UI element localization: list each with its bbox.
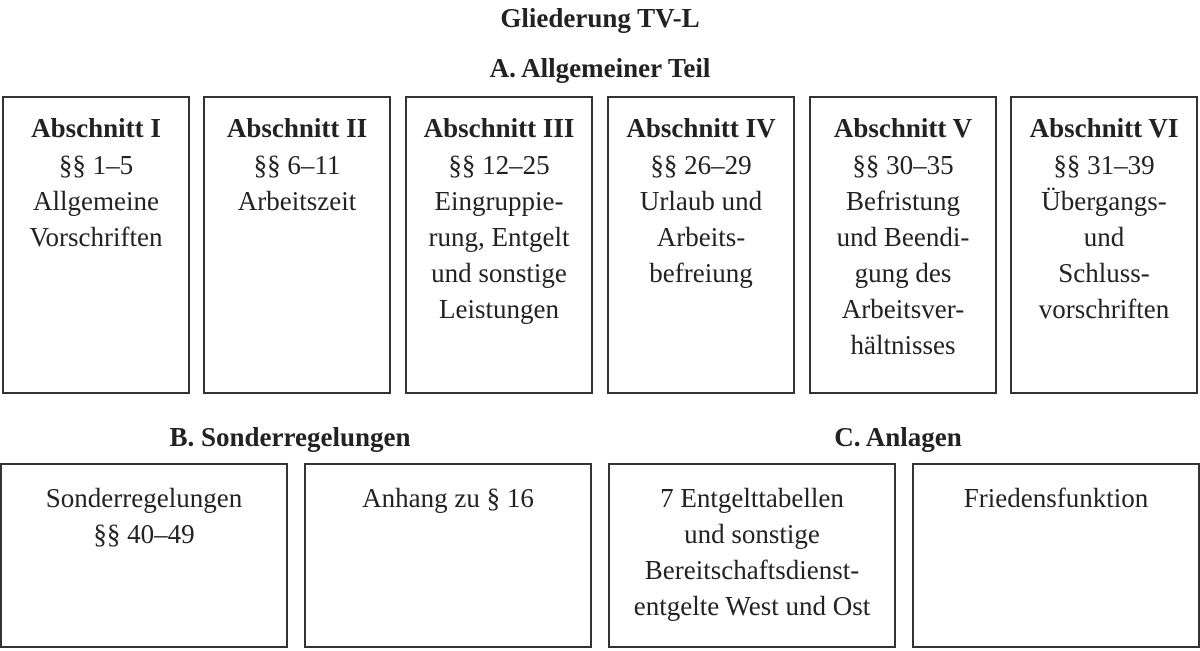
section-line: Arbeitsver- [841, 294, 965, 324]
part-b-title: B. Sonderregelungen [169, 422, 411, 452]
section-line: gung des [854, 258, 952, 288]
entgelttabellen-box [608, 463, 896, 648]
section-line: Befristung [846, 186, 960, 216]
diagram-title: Gliederung TV-L [500, 3, 700, 33]
box-line: entgelte West und Ost [633, 591, 871, 621]
part-a-title: A. Allgemeiner Teil [489, 53, 711, 83]
section-heading: Abschnitt III [423, 113, 575, 143]
section-box [1010, 96, 1198, 394]
section-heading: Abschnitt I [31, 113, 161, 143]
section-line: Allgemeine [33, 186, 159, 216]
section-line: Eingruppie- [434, 186, 564, 216]
section-line: Leistungen [439, 294, 559, 324]
section-line: und Beendi- [836, 222, 970, 252]
section-line: und [1083, 222, 1125, 252]
section-line: Arbeits- [656, 222, 746, 252]
section-box [809, 96, 997, 394]
box-line: Friedensfunktion [963, 483, 1149, 513]
section-line: §§ 12–25 [448, 150, 550, 180]
section-heading: Abschnitt II [226, 113, 368, 143]
box-line: §§ 40–49 [93, 519, 195, 549]
box-line: Anhang zu § 16 [362, 483, 534, 513]
section-box [203, 96, 391, 394]
section-line: §§ 30–35 [852, 150, 954, 180]
section-heading: Abschnitt V [833, 113, 973, 143]
section-line: rung, Entgelt [428, 222, 570, 252]
anhang-box [304, 463, 592, 648]
section-heading: Abschnitt IV [626, 113, 776, 143]
section-line: und sonstige [431, 258, 567, 288]
box-line: und sonstige [684, 519, 820, 549]
section-line: §§ 26–29 [650, 150, 752, 180]
friedensfunktion-box [912, 463, 1200, 648]
box-line: Sonderregelungen [45, 483, 243, 513]
section-line: Urlaub und [639, 186, 763, 216]
section-heading: Abschnitt VI [1029, 113, 1179, 143]
sonderregelungen-box [0, 463, 288, 648]
section-line: befreiung [649, 258, 753, 288]
box-line: Bereitschaftsdienst- [644, 555, 860, 585]
section-line: §§ 1–5 [58, 150, 134, 180]
section-line: §§ 31–39 [1053, 150, 1155, 180]
section-line: §§ 6–11 [253, 150, 341, 180]
section-line: Schluss- [1058, 258, 1150, 288]
section-box [607, 96, 795, 394]
part-c-title: C. Anlagen [834, 422, 962, 452]
section-box [405, 96, 593, 394]
section-line: Arbeitszeit [237, 186, 357, 216]
section-line: hältnisses [850, 330, 956, 360]
section-line: Vorschriften [29, 222, 163, 252]
box-line: 7 Entgelttabellen [660, 483, 844, 513]
section-box [2, 96, 190, 394]
section-line: vorschriften [1038, 294, 1170, 324]
section-line: Übergangs- [1041, 186, 1167, 216]
